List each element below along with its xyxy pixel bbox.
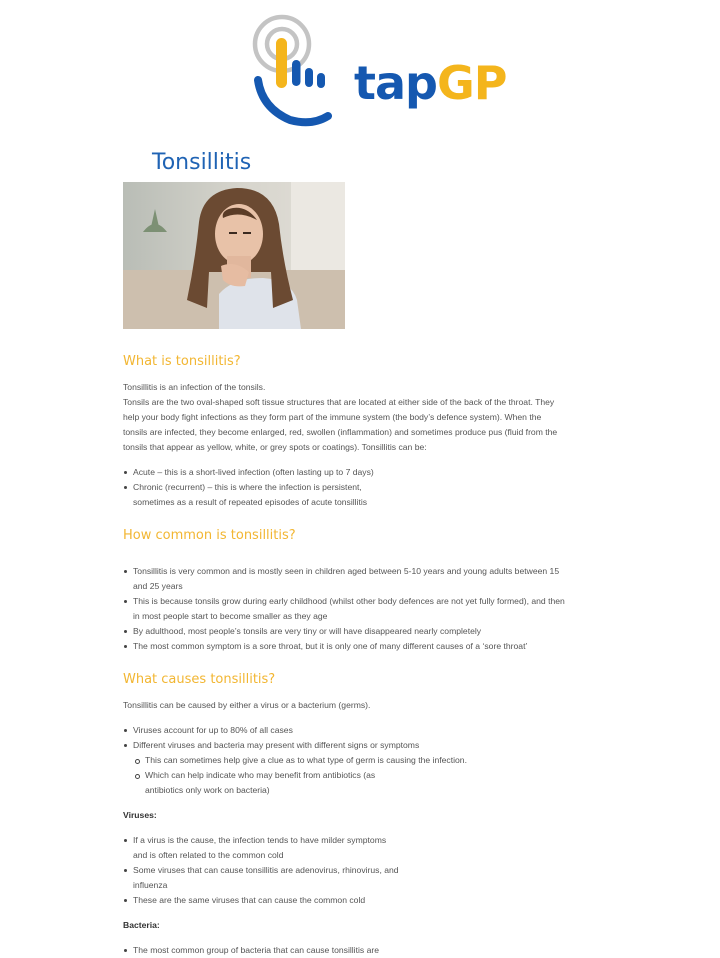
causes-list [123, 723, 593, 783]
list-item-common-cold: These are the same viruses that can cause the common cold [123, 893, 593, 908]
list-item-milder: If a virus is the cause, the infection tends to have milder symptoms [123, 833, 593, 848]
heading-how-common: How common is tonsillitis? [123, 528, 296, 543]
list-item-chronic: Chronic (recurrent) – this is where the infection is persistent, [123, 480, 593, 495]
how-common-list [123, 564, 593, 579]
how-common-list-2 [123, 594, 593, 609]
hero-image [123, 182, 345, 329]
bacteria-list [123, 943, 593, 958]
viruses-list [123, 833, 593, 848]
what-desc-line-1: Tonsils are the two oval-shaped soft tissue structures that are located at either side of the back of the throat. They [123, 397, 555, 407]
list-item-viruses-80: Viruses account for up to 80% of all cases [123, 723, 593, 738]
sub-item-antibiotics-cont: antibiotics only work on bacteria) [145, 785, 270, 795]
brand-gp: GP [436, 56, 507, 110]
list-item-tonsil-growth: This is because tonsils grow during early childhood (whilst other body defences are not yet fully formed), and then [123, 594, 593, 609]
article-content [123, 352, 593, 958]
list-item-different-germs: Different viruses and bacteria may present with different signs or symptoms [123, 738, 593, 753]
list-item-bacteria-group: The most common group of bacteria that can cause tonsillitis are [123, 943, 593, 958]
list-item-chronic-cont: sometimes as a result of repeated episodes of acute tonsillitis [133, 497, 368, 507]
list-item-sore-throat: The most common symptom is a sore throat, but it is only one of many different causes of a ‘sore throat’ [123, 639, 593, 654]
bacteria-label: Bacteria: [123, 920, 160, 930]
brand-tap: tap [354, 56, 437, 110]
brand-wordmark [354, 56, 507, 110]
list-item-virus-types: Some viruses that can cause tonsillitis are adenovirus, rhinovirus, and [123, 863, 593, 878]
what-intro: Tonsillitis is an infection of the tonsils. [123, 382, 266, 392]
tapgp-logo[interactable] [250, 12, 510, 130]
list-item-milder-cont: and is often related to the common cold [133, 850, 284, 860]
sub-item-antibiotics: Which can help indicate who may benefit from antibiotics (as [123, 768, 593, 783]
sub-item-germ-clue: This can sometimes help give a clue as to what type of germ is causing the infection. [123, 753, 593, 768]
heading-what-causes: What causes tonsillitis? [123, 672, 276, 687]
how-common-list-3 [123, 624, 593, 654]
list-item-adulthood: By adulthood, most people’s tonsils are very tiny or will have disappeared nearly completely [123, 624, 593, 639]
heading-what-is-tonsillitis: What is tonsillitis? [123, 354, 241, 369]
what-desc-line-2: help your body fight infections as they form part of the immune system (the body’s defence system). When the [123, 412, 542, 422]
what-desc-line-4: tonsils that appear as yellow, white, or grey spots or coatings). Tonsillitis can be: [123, 442, 427, 452]
list-item-tonsil-growth-cont: in most people start to become smaller as they age [133, 611, 328, 621]
tap-touch-icon [250, 12, 350, 130]
viruses-label: Viruses: [123, 810, 157, 820]
list-item-common-ages-cont: and 25 years [133, 581, 183, 591]
list-item-common-ages: Tonsillitis is very common and is mostly seen in children aged between 5-10 years and young adults between 15 [123, 564, 593, 579]
causes-intro: Tonsillitis can be caused by either a virus or a bacterium (germs). [123, 700, 371, 710]
what-desc-line-3: tonsils are infected, they become enlarged, red, swollen (inflammation) and sometimes produce pus (fluid from the [123, 427, 558, 437]
viruses-list-3 [123, 893, 593, 908]
page-title: Tonsillitis [152, 150, 252, 175]
list-item-virus-types-cont: influenza [133, 880, 168, 890]
tonsillitis-types-list [123, 465, 593, 495]
viruses-list-2 [123, 863, 593, 878]
list-item-acute: Acute – this is a short-lived infection (often lasting up to 7 days) [123, 465, 593, 480]
